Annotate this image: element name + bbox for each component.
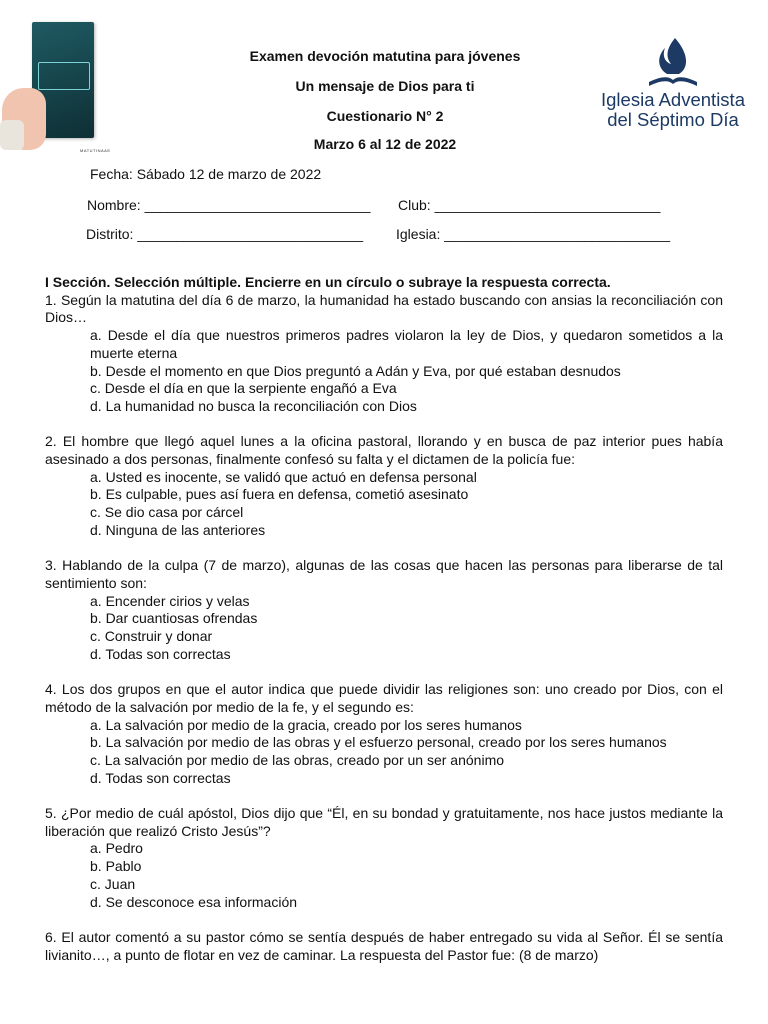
option-d[interactable]: d. Se desconoce esa información bbox=[90, 893, 298, 910]
option-c[interactable]: c. Se dio casa por cárcel bbox=[90, 504, 244, 521]
option-c[interactable]: c. La salvación por medio de las obras, creado por un ser anónimo bbox=[90, 751, 505, 768]
flame-bible-icon bbox=[645, 36, 701, 88]
book-caption: MATUTINAAE bbox=[80, 148, 111, 153]
question-5 bbox=[45, 805, 723, 911]
question-3 bbox=[45, 557, 723, 663]
quiz-dates: Marzo 6 al 12 de 2022 bbox=[313, 136, 457, 152]
option-b[interactable]: b. La salvación por medio de las obras y el esfuerzo personal, creado por los seres humanos bbox=[90, 734, 667, 751]
logo-line-1: Iglesia Adventista bbox=[601, 89, 745, 110]
option-c[interactable]: c. Juan bbox=[90, 875, 136, 892]
option-a[interactable]: a. Desde el día que nuestros primeros padres violaron la ley de Dios, y quedaron sometidos a la muerte eterna bbox=[90, 327, 723, 361]
exam-title: Examen devoción matutina para jóvenes bbox=[249, 48, 521, 64]
option-d[interactable]: d. Todas son correctas bbox=[90, 645, 231, 662]
church-field[interactable]: Iglesia: _____________________________ bbox=[396, 226, 671, 242]
question-text: 2. El hombre que llegó aquel lunes a la oficina pastoral, llorando y en busca de paz interior pues había asesinado a dos personas, finalmente confesó su falta y el dictamen de la policía fue: bbox=[45, 433, 723, 468]
option-c[interactable]: c. Desde el día en que la serpiente engañó a Eva bbox=[90, 380, 397, 397]
question-6 bbox=[45, 929, 723, 964]
date-field: Fecha: Sábado 12 de marzo de 2022 bbox=[90, 166, 322, 182]
logo-line-2: del Séptimo Día bbox=[607, 109, 739, 130]
district-field[interactable]: Distrito: _____________________________ bbox=[86, 226, 364, 242]
question-text: 3. Hablando de la culpa (7 de marzo), algunas de las cosas que hacen las personas para liberarse de tal sentimiento son: bbox=[45, 557, 723, 591]
option-a[interactable]: a. Usted es inocente, se validó que actuó en defensa personal bbox=[90, 468, 477, 485]
option-c[interactable]: c. Construir y donar bbox=[90, 628, 213, 645]
option-d[interactable]: d. Ninguna de las anteriores bbox=[90, 521, 266, 538]
question-text: 1. Según la matutina del día 6 de marzo, la humanidad ha estado buscando con ansias la reconciliación con Dios… bbox=[45, 291, 723, 326]
option-b[interactable]: b. Desde el momento en que Dios preguntó a Adán y Eva, por qué estaban desnudos bbox=[90, 362, 621, 379]
option-b[interactable]: b. Pablo bbox=[90, 858, 142, 875]
name-field[interactable]: Nombre: _____________________________ bbox=[87, 197, 371, 213]
question-text: 4. Los dos grupos en que el autor indica que puede dividir las religiones son: uno creado por Dios, con el método de la salvación por medio de la fe, y el segundo es: bbox=[45, 681, 723, 715]
church-logo bbox=[598, 36, 748, 136]
option-b[interactable]: b. Es culpable, pues así fuera en defensa, cometió asesinato bbox=[90, 486, 469, 503]
option-a[interactable]: a. Encender cirios y velas bbox=[90, 592, 250, 609]
option-b[interactable]: b. Dar cuantiosas ofrendas bbox=[90, 610, 258, 627]
book-cover-image bbox=[0, 10, 130, 152]
option-a[interactable]: a. Pedro bbox=[90, 840, 143, 857]
question-4 bbox=[45, 681, 723, 787]
option-a[interactable]: a. La salvación por medio de la gracia, creado por los seres humanos bbox=[90, 716, 522, 733]
quiz-number: Cuestionario N° 2 bbox=[326, 108, 444, 124]
exam-subtitle: Un mensaje de Dios para ti bbox=[295, 78, 475, 94]
club-field[interactable]: Club: _____________________________ bbox=[398, 197, 661, 213]
option-d[interactable]: d. La humanidad no busca la reconciliación con Dios bbox=[90, 397, 417, 414]
option-d[interactable]: d. Todas son correctas bbox=[90, 769, 231, 786]
question-text: 6. El autor comentó a su pastor cómo se sentía después de haber entregado su vida al Señor. Él se sentía livianito…, a punto de flotar en vez de caminar. La respuesta del Pastor fue: (8 de marzo) bbox=[45, 928, 723, 963]
quiz-content bbox=[45, 274, 723, 982]
question-text: 5. ¿Por medio de cuál apóstol, Dios dijo que “Él, en su bondad y gratuitamente, nos hace justos mediante la liberación que realizó Cristo Jesús”? bbox=[45, 805, 723, 839]
question-1 bbox=[45, 292, 723, 416]
section-title: I Sección. Selección múltiple. Encierre en un círculo o subraye la respuesta correcta. bbox=[45, 274, 611, 290]
question-2 bbox=[45, 433, 723, 539]
